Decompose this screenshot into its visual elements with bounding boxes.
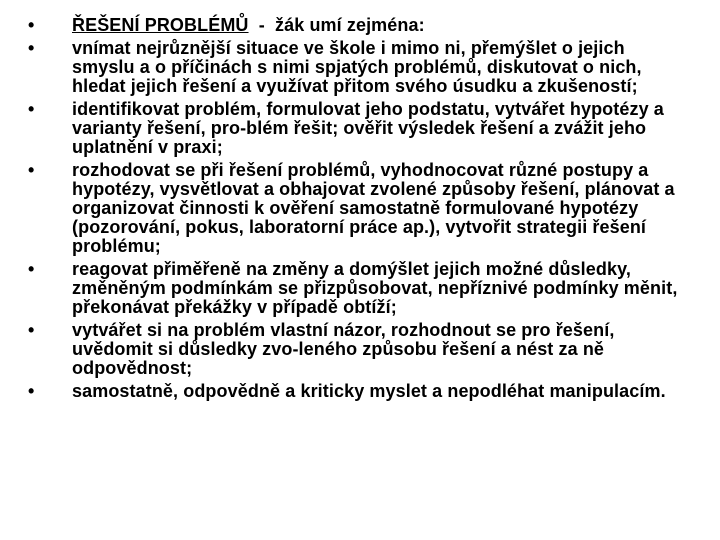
bullet-list (26, 16, 690, 405)
bullet-icon: • (28, 99, 35, 119)
bullet-icon: • (28, 381, 35, 401)
list-item (26, 382, 690, 401)
list-item-text: vnímat nejrůznější situace ve škole i mimo ni, přemýšlet o jejich smyslu a o příčinách s nimi spjatých problémů, diskutovat o nich, hledat jejich řešení a využívat přitom svého úsudku a zkušeností; (72, 38, 642, 96)
list-item-text: reagovat přiměřeně na změny a domýšlet jejich možné důsledky, změněným podmínkám se přizpůsobovat, nepříznivé podmínky měnit, překonávat překážky v případě obtíží; (72, 259, 678, 317)
bullet-icon: • (28, 320, 35, 340)
list-item (26, 321, 690, 378)
bullet-icon: • (28, 160, 35, 180)
heading-subtitle: - žák umí zejména: (248, 15, 425, 35)
list-item-heading (26, 16, 690, 35)
bullet-icon: • (28, 259, 35, 279)
list-item-text: identifikovat problém, formulovat jeho podstatu, vytvářet hypotézy a varianty řešení, pro-blém řešit; ověřit výsledek řešení a zvážit jeho uplatnění v praxi; (72, 99, 664, 157)
list-item (26, 260, 690, 317)
bullet-icon: • (28, 38, 35, 58)
bullet-icon: • (28, 15, 35, 35)
list-item (26, 100, 690, 157)
list-item (26, 39, 690, 96)
heading-title: ŘEŠENÍ PROBLÉMŮ (72, 15, 249, 35)
list-item-text: rozhodovat se při řešení problémů, vyhodnocovat různé postupy a hypotézy, vysvětlovat a obhajovat zvolené způsoby řešení, plánovat a organizovat činnosti k ověření samostatně formulované hypotézy (pozorování, pokus, laboratorní práce ap.), vytvořit strategii řešení problému; (72, 160, 675, 256)
list-item-text: vytvářet si na problém vlastní názor, rozhodnout se pro řešení, uvědomit si důsledky zvo-leného způsobu řešení a nést za ně odpovědnost; (72, 320, 615, 378)
list-item-text: samostatně, odpovědně a kriticky myslet a nepodléhat manipulacím. (72, 381, 666, 401)
list-item (26, 161, 690, 256)
